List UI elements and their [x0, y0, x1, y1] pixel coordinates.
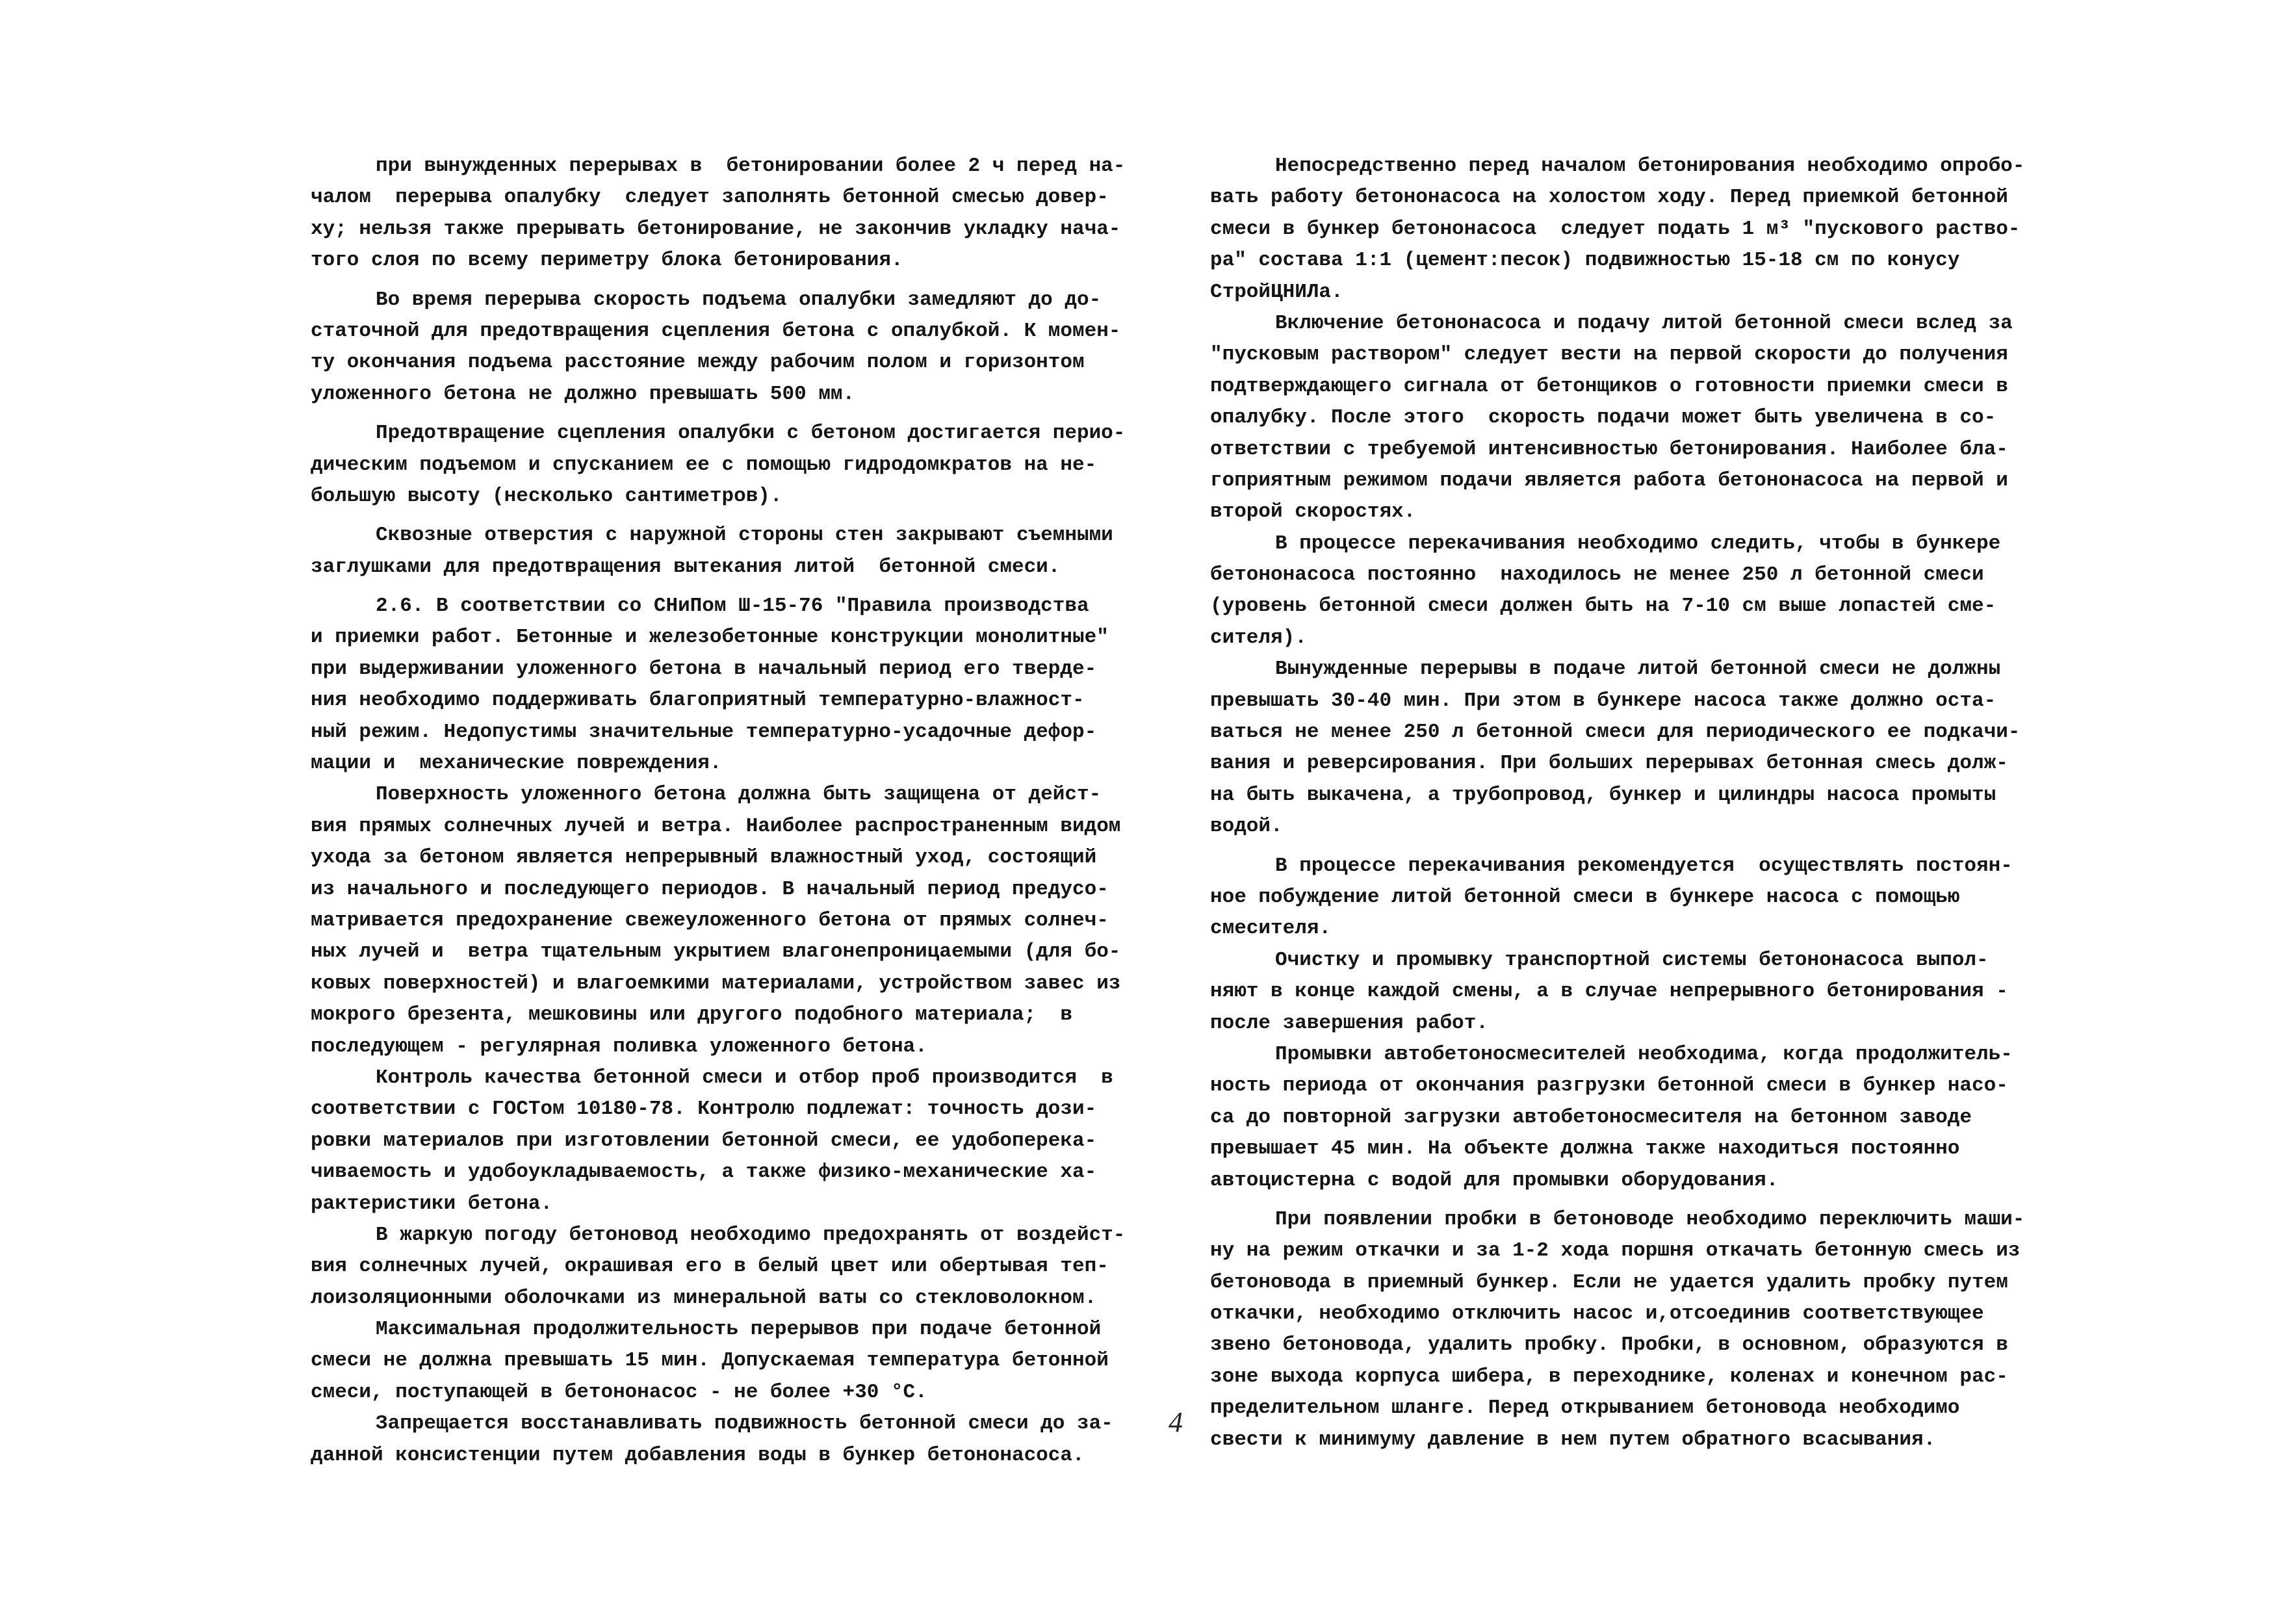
text-line: статочной для предотвращения сцепления бетона с опалубкой. К момен-: [311, 319, 1121, 342]
text-line: при выдерживании уложенного бетона в начальный период его тверде-: [311, 657, 1097, 680]
text-line: Сквозные отверстия с наружной стороны стен закрывают съемными: [376, 524, 1113, 547]
text-line: чалом перерыва опалубку следует заполнять бетонной смесью довер-: [311, 186, 1109, 209]
text-line: Контроль качества бетонной смеси и отбор проб производится в: [376, 1066, 1113, 1089]
text-line: на быть выкачена, а трубопровод, бункер и цилиндры насоса промыты: [1210, 783, 1996, 806]
text-line: бетононасоса постоянно находилось не менее 250 л бетонной смеси: [1210, 563, 1984, 587]
text-line: автоцистерна с водой для промывки оборудования.: [1210, 1168, 1779, 1192]
text-line: подтверждающего сигнала от бетонщиков о готовности приемки смеси в: [1210, 374, 2008, 398]
text-line: В жаркую погоду бетоновод необходимо предохранять от воздейст-: [376, 1223, 1126, 1246]
text-line: последующем - регулярная поливка уложенного бетона.: [311, 1035, 927, 1058]
text-line: смеси в бункер бетононасоса следует подать 1 м³ "пускового раство-: [1210, 217, 2021, 240]
page-number: 4: [1169, 1406, 1183, 1438]
text-line: вия солнечных лучей, окрашивая его в белый цвет или обертывая теп-: [311, 1255, 1109, 1278]
paragraph-gap: [1210, 1196, 2055, 1204]
text-line: Запрещается восстанавливать подвижность бетонной смеси до за-: [376, 1412, 1113, 1436]
paragraph-gap: [1210, 843, 2055, 851]
text-line: из начального и последующего периодов. В начальный период предусо-: [311, 877, 1109, 901]
text-line: ный режим. Недопустимы значительные температурно-усадочные дефор-: [311, 720, 1097, 743]
text-line: ность периода от окончания разгрузки бетонной смеси в бункер насо-: [1210, 1074, 2008, 1098]
left-text-column: [311, 151, 1167, 1471]
text-line: уложенного бетона не должно превышать 500 мм.: [311, 382, 855, 406]
text-line: ваться не менее 250 л бетонной смеси для периодического ее подкачи-: [1210, 721, 2021, 744]
text-line: того слоя по всему периметру блока бетонирования.: [311, 249, 903, 272]
text-line: ну на режим откачки и за 1-2 хода поршня откачать бетонную смесь из: [1210, 1239, 2021, 1263]
text-line: мации и механические повреждения.: [311, 752, 722, 775]
text-line: вания и реверсирования. При больших перерывах бетонная смесь долж-: [1210, 752, 2008, 775]
text-line: Промывки автобетоносмесителей необходима, когда продолжитель-: [1275, 1042, 2013, 1066]
text-line: няют в конце каждой смены, а в случае непрерывного бетонирования -: [1210, 980, 2008, 1003]
text-line: соответствии с ГОСТом 10180-78. Контролю подлежат: точность дози-: [311, 1098, 1097, 1121]
text-line: пределительном шланге. Перед открыванием бетоновода необходимо: [1210, 1397, 1960, 1420]
text-line: мокрого брезента, мешковины или другого подобного материала; в: [311, 1003, 1072, 1027]
text-line: Предотвращение сцепления опалубки с бетоном достигается перио-: [376, 422, 1126, 445]
text-line: большую высоту (несколько сантиметров).: [311, 484, 782, 508]
text-line: ковых поверхностей) и влагоемкими материалами, устройством завес из: [311, 972, 1121, 995]
text-line: дическим подъемом и спусканием ее с помощью гидродомкратов на не-: [311, 453, 1097, 476]
text-line: Непосредственно перед началом бетонирования необходимо опробо-: [1275, 155, 2025, 177]
text-line: данной консистенции путем добавления воды в бункер бетононасоса.: [311, 1443, 1085, 1467]
text-line: Вынужденные перерывы в подаче литой бетонной смеси не должны: [1275, 658, 2001, 681]
text-line: вия прямых солнечных лучей и ветра. Наиболее распространенным видом: [311, 814, 1121, 838]
text-line: и приемки работ. Бетонные и железобетонные конструкции монолитные": [311, 626, 1109, 649]
text-line: (уровень бетонной смеси должен быть на 7-10 см выше лопастей сме-: [1210, 595, 1996, 618]
text-line: са до повторной загрузки автобетоносмесителя на бетонном заводе: [1210, 1105, 1972, 1129]
text-line: ных лучей и ветра тщательным укрытием влагонепроницаемыми (для бо-: [311, 940, 1121, 964]
text-line: откачки, необходимо отключить насос и,отсоединив соответствующее: [1210, 1302, 1984, 1326]
text-line: рактеристики бетона.: [311, 1192, 553, 1215]
text-line: при вынужденных перерывах в бетонировании более 2 ч перед на-: [376, 155, 1126, 177]
text-line: ровки материалов при изготовлении бетонной смеси, ее удобоперека-: [311, 1129, 1097, 1152]
text-line: ху; нельзя также прерывать бетонирование, не закончив укладку нача-: [311, 217, 1121, 240]
text-line: опалубку. После этого скорость подачи может быть увеличена в со-: [1210, 406, 1996, 430]
text-line: гоприятным режимом подачи является работа бетононасоса на первой и: [1210, 469, 2008, 492]
text-line: водой.: [1210, 815, 1283, 838]
paragraph-gap: [311, 512, 1167, 520]
text-line: Во время перерыва скорость подъема опалубки замедляют до до-: [376, 288, 1102, 311]
text-line: звено бетоновода, удалить пробку. Пробки, в основном, образуются в: [1210, 1334, 2008, 1357]
text-line: В процессе перекачивания рекомендуется осуществлять постоян-: [1275, 854, 2013, 877]
text-line: 2.6. В соответствии со СНиПом Ш-15-76 "Правила производства: [376, 595, 1089, 618]
text-line: ное побуждение литой бетонной смеси в бункере насоса с помощью: [1210, 885, 1960, 909]
text-line: чиваемость и удобоукладываемость, а также физико-механические ха-: [311, 1161, 1097, 1184]
text-line: превышает 45 мин. На объекте должна также находиться постоянно: [1210, 1137, 1960, 1161]
text-line: При появлении пробки в бетоноводе необходимо переключить маши-: [1275, 1207, 2025, 1231]
text-line: "пусковым раствором" следует вести на первой скорости до получения: [1210, 343, 2008, 367]
text-line: ухода за бетоном является непрерывный влажностный уход, состоящий: [311, 846, 1097, 870]
text-line: смеси, поступающей в бетононасос - не более +30 °С.: [311, 1380, 927, 1404]
text-line: смесителя.: [1210, 917, 1332, 940]
text-line: В процессе перекачивания необходимо следить, чтобы в бункере: [1275, 532, 2001, 555]
text-line: матривается предохранение свежеуложенного бетона от прямых солнеч-: [311, 909, 1109, 932]
text-line: ответствии с требуемой интенсивностью бетонирования. Наиболее бла-: [1210, 437, 2008, 461]
text-line: после завершения работ.: [1210, 1011, 1488, 1035]
text-line: Поверхность уложенного бетона должна быть защищена от дейст-: [376, 783, 1102, 806]
paragraph-gap: [311, 410, 1167, 418]
text-line: превышать 30-40 мин. При этом в бункере насоса также должно оста-: [1210, 689, 1996, 712]
text-line: вать работу бетононасоса на холостом ходу. Перед приемкой бетонной: [1210, 186, 2008, 209]
text-line: Максимальная продолжительность перерывов при подаче бетонной: [376, 1318, 1102, 1341]
text-line: свести к минимуму давление в нем путем обратного всасывания.: [1210, 1428, 1936, 1451]
text-line: бетоновода в приемный бункер. Если не удается удалить пробку путем: [1210, 1270, 2008, 1294]
text-line: ния необходимо поддерживать благоприятный температурно-влажност-: [311, 689, 1085, 712]
text-line: Очистку и промывку транспортной системы бетононасоса выпол-: [1275, 948, 1989, 972]
text-line: ра" состава 1:1 (цемент:песок) подвижностью 15-18 см по конусу: [1210, 249, 1960, 272]
text-line: Включение бетононасоса и подачу литой бетонной смеси вслед за: [1275, 311, 2013, 335]
paragraph-gap: [311, 277, 1167, 285]
text-line: смеси не должна превышать 15 мин. Допускаемая температура бетонной: [311, 1349, 1109, 1373]
right-text-column: [1210, 151, 2055, 1456]
text-line: СтройЦНИЛа.: [1210, 280, 1343, 303]
text-line: зоне выхода корпуса шибера, в переходнике, коленах и конечном рас-: [1210, 1365, 2008, 1388]
text-line: лоизоляционными оболочками из минеральной ваты со стекловолокном.: [311, 1286, 1097, 1309]
text-line: заглушками для предотвращения вытекания литой бетонной смеси.: [311, 555, 1061, 578]
text-line: сителя).: [1210, 626, 1307, 649]
text-line: второй скоростях.: [1210, 500, 1416, 524]
paragraph-gap: [311, 583, 1167, 591]
text-line: ту окончания подъема расстояние между рабочим полом и горизонтом: [311, 351, 1085, 374]
